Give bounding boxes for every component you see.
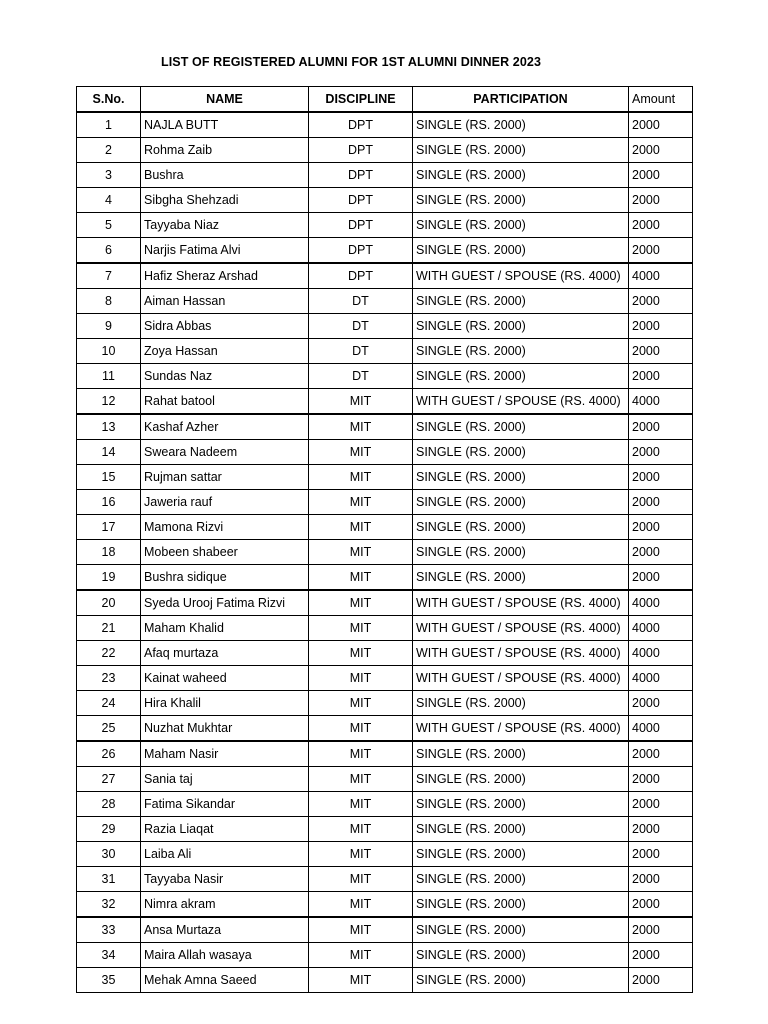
cell-sno: 32 — [77, 892, 141, 918]
cell-amount: 2000 — [629, 289, 693, 314]
cell-amount: 2000 — [629, 867, 693, 892]
cell-name: Hira Khalil — [141, 691, 309, 716]
cell-participation: SINGLE (RS. 2000) — [413, 289, 629, 314]
cell-sno: 12 — [77, 389, 141, 415]
column-header-name: NAME — [141, 87, 309, 113]
cell-amount: 4000 — [629, 641, 693, 666]
cell-discipline: MIT — [309, 792, 413, 817]
cell-sno: 2 — [77, 138, 141, 163]
cell-sno: 3 — [77, 163, 141, 188]
cell-discipline: MIT — [309, 440, 413, 465]
cell-name: Hafiz Sheraz Arshad — [141, 263, 309, 289]
table-row — [77, 616, 693, 641]
cell-amount: 2000 — [629, 565, 693, 591]
cell-sno: 13 — [77, 414, 141, 440]
cell-discipline: MIT — [309, 892, 413, 918]
cell-participation: SINGLE (RS. 2000) — [413, 968, 629, 993]
column-header-amount: Amount — [629, 87, 693, 113]
cell-discipline: DT — [309, 314, 413, 339]
cell-name: Narjis Fatima Alvi — [141, 238, 309, 264]
cell-amount: 2000 — [629, 842, 693, 867]
cell-sno: 33 — [77, 917, 141, 943]
column-header-participation: PARTICIPATION — [413, 87, 629, 113]
cell-amount: 2000 — [629, 138, 693, 163]
cell-participation: SINGLE (RS. 2000) — [413, 515, 629, 540]
cell-discipline: MIT — [309, 817, 413, 842]
cell-discipline: DT — [309, 289, 413, 314]
cell-participation: SINGLE (RS. 2000) — [413, 163, 629, 188]
cell-sno: 9 — [77, 314, 141, 339]
cell-amount: 2000 — [629, 817, 693, 842]
cell-sno: 16 — [77, 490, 141, 515]
cell-amount: 2000 — [629, 238, 693, 264]
cell-sno: 26 — [77, 741, 141, 767]
cell-participation: SINGLE (RS. 2000) — [413, 213, 629, 238]
cell-discipline: MIT — [309, 943, 413, 968]
cell-discipline: MIT — [309, 616, 413, 641]
page-title: LIST OF REGISTERED ALUMNI FOR 1ST ALUMNI DINNER 2023 — [161, 55, 541, 69]
table-row — [77, 188, 693, 213]
cell-name: Bushra sidique — [141, 565, 309, 591]
cell-participation: SINGLE (RS. 2000) — [413, 414, 629, 440]
cell-discipline: DPT — [309, 238, 413, 264]
table-row — [77, 289, 693, 314]
table-row — [77, 515, 693, 540]
cell-participation: WITH GUEST / SPOUSE (RS. 4000) — [413, 590, 629, 616]
table-row — [77, 163, 693, 188]
cell-participation: SINGLE (RS. 2000) — [413, 842, 629, 867]
cell-participation: SINGLE (RS. 2000) — [413, 565, 629, 591]
table-row — [77, 842, 693, 867]
cell-name: Maira Allah wasaya — [141, 943, 309, 968]
cell-discipline: MIT — [309, 490, 413, 515]
cell-sno: 8 — [77, 289, 141, 314]
cell-amount: 2000 — [629, 515, 693, 540]
cell-discipline: MIT — [309, 691, 413, 716]
cell-name: Sania taj — [141, 767, 309, 792]
cell-participation: SINGLE (RS. 2000) — [413, 339, 629, 364]
cell-participation: SINGLE (RS. 2000) — [413, 767, 629, 792]
cell-discipline: DPT — [309, 213, 413, 238]
cell-sno: 14 — [77, 440, 141, 465]
cell-discipline: MIT — [309, 767, 413, 792]
cell-name: Rohma Zaib — [141, 138, 309, 163]
cell-name: Jaweria rauf — [141, 490, 309, 515]
cell-name: Sweara Nadeem — [141, 440, 309, 465]
cell-amount: 2000 — [629, 943, 693, 968]
cell-participation: SINGLE (RS. 2000) — [413, 691, 629, 716]
table-row — [77, 666, 693, 691]
cell-name: Tayyaba Nasir — [141, 867, 309, 892]
cell-amount: 2000 — [629, 213, 693, 238]
cell-discipline: MIT — [309, 641, 413, 666]
cell-sno: 4 — [77, 188, 141, 213]
cell-name: Mehak Amna Saeed — [141, 968, 309, 993]
cell-name: Rujman sattar — [141, 465, 309, 490]
cell-name: Razia Liaqat — [141, 817, 309, 842]
cell-name: Laiba Ali — [141, 842, 309, 867]
table-row — [77, 112, 693, 138]
cell-sno: 35 — [77, 968, 141, 993]
cell-sno: 1 — [77, 112, 141, 138]
cell-name: Nimra akram — [141, 892, 309, 918]
cell-name: Maham Khalid — [141, 616, 309, 641]
table-row — [77, 741, 693, 767]
table-row — [77, 943, 693, 968]
cell-name: Maham Nasir — [141, 741, 309, 767]
column-header-sno: S.No. — [77, 87, 141, 113]
table-row — [77, 465, 693, 490]
cell-name: Ansa Murtaza — [141, 917, 309, 943]
cell-discipline: DPT — [309, 138, 413, 163]
table-body — [77, 112, 693, 993]
table-row — [77, 440, 693, 465]
table-row — [77, 968, 693, 993]
cell-amount: 2000 — [629, 968, 693, 993]
cell-discipline: MIT — [309, 968, 413, 993]
table-row — [77, 339, 693, 364]
cell-participation: SINGLE (RS. 2000) — [413, 817, 629, 842]
cell-discipline: MIT — [309, 590, 413, 616]
cell-name: Tayyaba Niaz — [141, 213, 309, 238]
cell-participation: SINGLE (RS. 2000) — [413, 364, 629, 389]
cell-name: Nuzhat Mukhtar — [141, 716, 309, 742]
cell-amount: 2000 — [629, 540, 693, 565]
cell-participation: WITH GUEST / SPOUSE (RS. 4000) — [413, 641, 629, 666]
cell-discipline: MIT — [309, 515, 413, 540]
cell-sno: 31 — [77, 867, 141, 892]
cell-name: Afaq murtaza — [141, 641, 309, 666]
cell-amount: 2000 — [629, 188, 693, 213]
cell-participation: SINGLE (RS. 2000) — [413, 943, 629, 968]
alumni-table — [76, 86, 693, 993]
cell-sno: 23 — [77, 666, 141, 691]
table-row — [77, 389, 693, 415]
cell-sno: 34 — [77, 943, 141, 968]
cell-amount: 2000 — [629, 465, 693, 490]
table-row — [77, 238, 693, 264]
cell-amount: 4000 — [629, 666, 693, 691]
cell-discipline: MIT — [309, 414, 413, 440]
table-row — [77, 565, 693, 591]
cell-participation: SINGLE (RS. 2000) — [413, 540, 629, 565]
cell-discipline: MIT — [309, 842, 413, 867]
cell-amount: 2000 — [629, 691, 693, 716]
cell-participation: SINGLE (RS. 2000) — [413, 792, 629, 817]
cell-discipline: MIT — [309, 565, 413, 591]
table-row — [77, 867, 693, 892]
cell-participation: WITH GUEST / SPOUSE (RS. 4000) — [413, 389, 629, 415]
cell-amount: 4000 — [629, 590, 693, 616]
table-row — [77, 917, 693, 943]
cell-amount: 2000 — [629, 792, 693, 817]
cell-name: Aiman Hassan — [141, 289, 309, 314]
table-row — [77, 364, 693, 389]
cell-amount: 2000 — [629, 339, 693, 364]
cell-participation: SINGLE (RS. 2000) — [413, 892, 629, 918]
cell-name: Syeda Urooj Fatima Rizvi — [141, 590, 309, 616]
cell-name: Mamona Rizvi — [141, 515, 309, 540]
cell-discipline: MIT — [309, 389, 413, 415]
cell-participation: WITH GUEST / SPOUSE (RS. 4000) — [413, 666, 629, 691]
cell-participation: SINGLE (RS. 2000) — [413, 867, 629, 892]
cell-sno: 6 — [77, 238, 141, 264]
cell-sno: 30 — [77, 842, 141, 867]
table-row — [77, 691, 693, 716]
cell-name: Zoya Hassan — [141, 339, 309, 364]
cell-name: Fatima Sikandar — [141, 792, 309, 817]
table-row — [77, 792, 693, 817]
cell-name: Sidra Abbas — [141, 314, 309, 339]
cell-discipline: DPT — [309, 112, 413, 138]
cell-name: Sibgha Shehzadi — [141, 188, 309, 213]
cell-participation: WITH GUEST / SPOUSE (RS. 4000) — [413, 716, 629, 742]
table-row — [77, 213, 693, 238]
cell-sno: 15 — [77, 465, 141, 490]
cell-participation: SINGLE (RS. 2000) — [413, 188, 629, 213]
cell-amount: 2000 — [629, 440, 693, 465]
cell-amount: 2000 — [629, 741, 693, 767]
cell-amount: 2000 — [629, 414, 693, 440]
table-row — [77, 767, 693, 792]
cell-sno: 21 — [77, 616, 141, 641]
cell-amount: 4000 — [629, 616, 693, 641]
cell-participation: SINGLE (RS. 2000) — [413, 138, 629, 163]
cell-sno: 29 — [77, 817, 141, 842]
table-header-row — [77, 87, 693, 113]
cell-discipline: DPT — [309, 163, 413, 188]
cell-sno: 19 — [77, 565, 141, 591]
cell-participation: SINGLE (RS. 2000) — [413, 314, 629, 339]
cell-name: NAJLA BUTT — [141, 112, 309, 138]
cell-participation: SINGLE (RS. 2000) — [413, 465, 629, 490]
table-row — [77, 414, 693, 440]
table-row — [77, 817, 693, 842]
cell-discipline: DT — [309, 339, 413, 364]
cell-sno: 18 — [77, 540, 141, 565]
cell-sno: 10 — [77, 339, 141, 364]
cell-name: Mobeen shabeer — [141, 540, 309, 565]
cell-participation: SINGLE (RS. 2000) — [413, 112, 629, 138]
table-row — [77, 641, 693, 666]
cell-name: Bushra — [141, 163, 309, 188]
table-row — [77, 892, 693, 918]
cell-discipline: DPT — [309, 263, 413, 289]
cell-name: Kashaf Azher — [141, 414, 309, 440]
cell-amount: 2000 — [629, 163, 693, 188]
cell-discipline: MIT — [309, 867, 413, 892]
cell-amount: 2000 — [629, 767, 693, 792]
table-row — [77, 540, 693, 565]
cell-participation: WITH GUEST / SPOUSE (RS. 4000) — [413, 263, 629, 289]
cell-participation: SINGLE (RS. 2000) — [413, 490, 629, 515]
cell-participation: SINGLE (RS. 2000) — [413, 440, 629, 465]
cell-discipline: MIT — [309, 917, 413, 943]
table-row — [77, 490, 693, 515]
cell-sno: 22 — [77, 641, 141, 666]
cell-participation: SINGLE (RS. 2000) — [413, 238, 629, 264]
cell-participation: SINGLE (RS. 2000) — [413, 741, 629, 767]
cell-discipline: DPT — [309, 188, 413, 213]
cell-discipline: MIT — [309, 716, 413, 742]
cell-amount: 2000 — [629, 892, 693, 918]
cell-sno: 27 — [77, 767, 141, 792]
table-row — [77, 263, 693, 289]
cell-amount: 4000 — [629, 716, 693, 742]
table-row — [77, 138, 693, 163]
cell-amount: 2000 — [629, 490, 693, 515]
cell-name: Sundas Naz — [141, 364, 309, 389]
cell-name: Kainat waheed — [141, 666, 309, 691]
table-row — [77, 590, 693, 616]
cell-sno: 11 — [77, 364, 141, 389]
cell-sno: 20 — [77, 590, 141, 616]
cell-amount: 2000 — [629, 917, 693, 943]
cell-discipline: MIT — [309, 666, 413, 691]
cell-sno: 5 — [77, 213, 141, 238]
table-row — [77, 314, 693, 339]
cell-name: Rahat batool — [141, 389, 309, 415]
cell-amount: 4000 — [629, 263, 693, 289]
cell-participation: SINGLE (RS. 2000) — [413, 917, 629, 943]
cell-amount: 2000 — [629, 364, 693, 389]
cell-discipline: MIT — [309, 741, 413, 767]
cell-sno: 7 — [77, 263, 141, 289]
cell-sno: 25 — [77, 716, 141, 742]
cell-sno: 24 — [77, 691, 141, 716]
cell-amount: 4000 — [629, 389, 693, 415]
cell-sno: 28 — [77, 792, 141, 817]
column-header-discipline: DISCIPLINE — [309, 87, 413, 113]
cell-sno: 17 — [77, 515, 141, 540]
cell-participation: WITH GUEST / SPOUSE (RS. 4000) — [413, 616, 629, 641]
table-row — [77, 716, 693, 742]
cell-discipline: MIT — [309, 465, 413, 490]
cell-amount: 2000 — [629, 314, 693, 339]
cell-discipline: DT — [309, 364, 413, 389]
cell-discipline: MIT — [309, 540, 413, 565]
cell-amount: 2000 — [629, 112, 693, 138]
